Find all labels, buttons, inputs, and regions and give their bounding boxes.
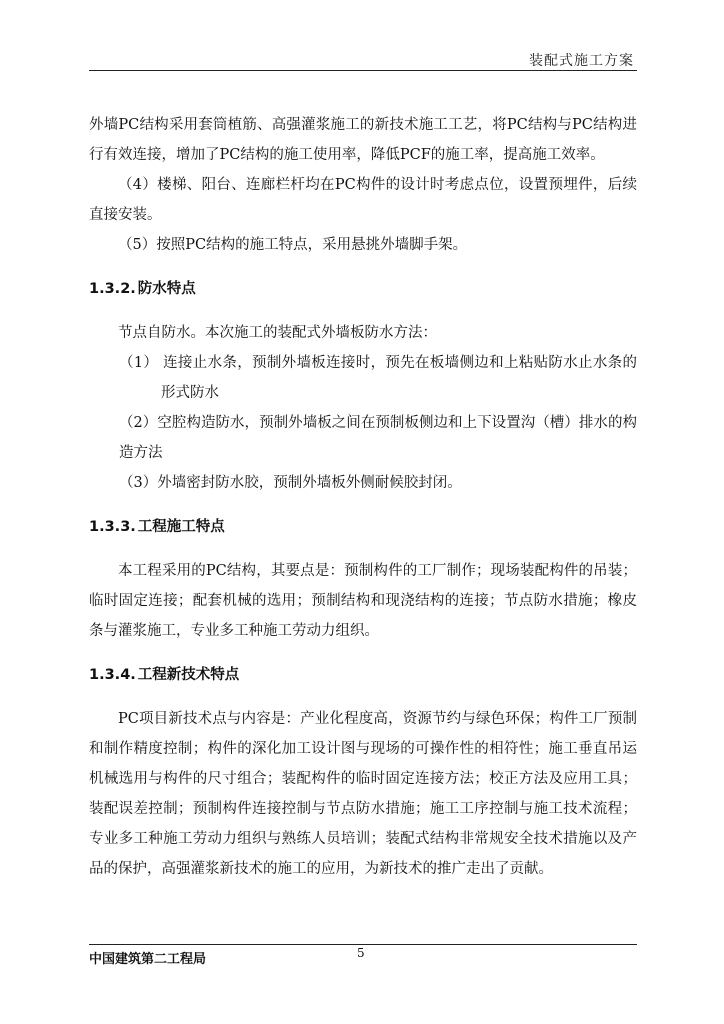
construction-features-paragraph: 本工程采用的PC结构，其要点是：预制构件的工厂制作；现场装配构件的吊装；临时固定连接；配套机械的选用；预制结构和现浇结构的连接；节点防水措施；橡皮条与灌浆施工，专业多工种施工劳动力组织。 xyxy=(89,563,637,639)
intro-paragraph: 外墙PC结构采用套筒植筋、高强灌浆施工的新技术施工工艺，将PC结构与PC结构进行有效连接，增加了PC结构的施工使用率，降低PCF的施工率，提高施工效率。 xyxy=(89,117,637,163)
waterproof-item-3: （3）外墙密封防水胶，预制外墙板外侧耐候胶封闭。 xyxy=(119,475,462,491)
list-item-4: （4）楼梯、阳台、连廊栏杆均在PC构件的设计时考虑点位，设置预埋件，后续直接安装。 xyxy=(89,177,637,223)
page-header-title: 装配式施工方案 xyxy=(529,53,634,69)
section-number: 1.3.3. xyxy=(89,519,136,535)
page-content xyxy=(89,110,637,884)
footer-rule xyxy=(89,944,637,945)
section-title: 工程新技术特点 xyxy=(137,667,240,683)
section-heading-1-3-4 xyxy=(89,660,637,690)
section-number: 1.3.2. xyxy=(89,281,136,297)
footer-organization: 中国建筑第二工程局 xyxy=(89,952,207,967)
section-number: 1.3.4. xyxy=(89,667,136,683)
section-title: 防水特点 xyxy=(137,281,196,297)
waterproof-lead: 节点自防水。本次施工的装配式外墙板防水方法： xyxy=(118,325,437,341)
section-title: 工程施工特点 xyxy=(137,519,225,535)
section-heading-1-3-3 xyxy=(89,512,637,542)
header-rule xyxy=(89,70,637,71)
page-number: 5 xyxy=(357,946,365,960)
new-technology-paragraph: PC项目新技术点与内容是：产业化程度高，资源节约与绿色环保；构件工厂预制和制作精度控制；构件的深化加工设计图与现场的可操作性的相符性；施工垂直吊运机械选用与构件的尺寸组合；装配构件的临时固定连接方法；校正方法及应用工具；装配误差控制；预制构件连接控制与节点防水措施；施工工序控制与施工技术流程；专业多工种施工劳动力组织与熟练人员培训；装配式结构非常规安全技术措施以及产品的保护，高强灌浆新技术的施工的应用，为新技术的推广走出了贡献。 xyxy=(89,711,637,877)
waterproof-item-2: （2）空腔构造防水，预制外墙板之间在预制板侧边和上下设置沟（槽）排水的构造方法 xyxy=(119,415,637,461)
waterproof-item-1: （1） 连接止水条，预制外墙板连接时，预先在板墙侧边和上粘贴防水止水条的形式防水 xyxy=(119,355,637,401)
section-heading-1-3-2 xyxy=(89,274,637,304)
list-item-5: （5）按照PC结构的施工特点，采用悬挑外墙脚手架。 xyxy=(118,237,468,253)
